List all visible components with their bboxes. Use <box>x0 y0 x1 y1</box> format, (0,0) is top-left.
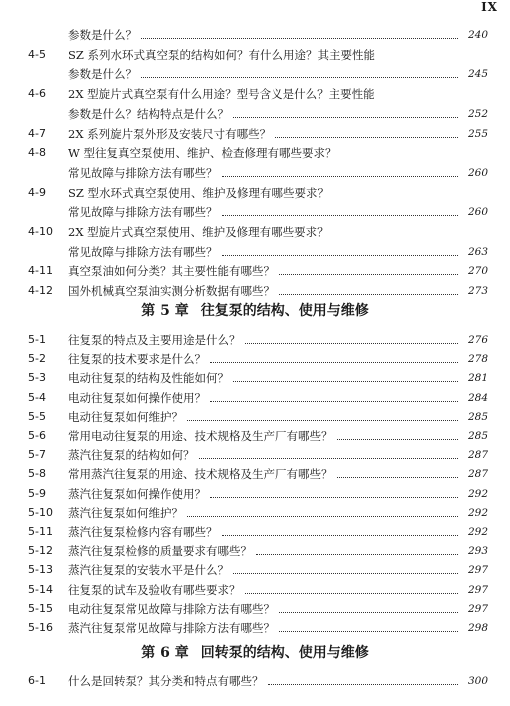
dot-leader <box>141 37 458 39</box>
dot-leader <box>233 572 458 574</box>
toc-entry-title: 常见故障与排除方法有哪些？ <box>68 244 218 259</box>
toc-entry-page: 292 <box>467 526 488 538</box>
dot-leader <box>187 419 458 421</box>
toc-entry-title: 蒸汽往复泵如何操作使用？ <box>68 486 206 501</box>
toc-entry-title: 2X 型旋片式真空泵使用、维护及修理有哪些要求？ <box>68 225 329 239</box>
toc-entry[interactable] <box>0 617 510 639</box>
toc-entry-title: 参数是什么？结构特点是什么？ <box>68 106 229 121</box>
toc-entry-number: 5-5 <box>28 409 46 423</box>
dot-leader <box>210 400 458 402</box>
toc-entry-title: 电动往复泵如何维护？ <box>68 409 183 424</box>
dot-leader <box>279 611 458 613</box>
chapter-6-heading <box>0 642 510 662</box>
toc-entry-number: 4-10 <box>28 225 53 238</box>
dot-leader <box>275 136 458 138</box>
dot-leader <box>245 592 459 594</box>
toc-entry-title: 蒸汽往复泵常见故障与排除方法有哪些？ <box>68 621 275 635</box>
toc-entry-page: 273 <box>467 285 488 298</box>
toc-entry-title: 蒸汽往复泵检修内容有哪些？ <box>68 525 218 539</box>
toc-entry-title: 蒸汽往复泵的结构如何？ <box>68 448 195 463</box>
toc-entry-title: 国外机械真空泵油实测分析数据有哪些？ <box>68 284 275 299</box>
toc-entry-page: 297 <box>467 602 488 615</box>
toc-entry-page: 298 <box>467 622 488 634</box>
toc-entry-title: 往复泵的特点及主要用途是什么？ <box>68 333 241 347</box>
toc-entry-page: 287 <box>467 449 488 462</box>
toc-entry[interactable] <box>0 182 510 204</box>
toc-entry-page: 278 <box>467 353 488 366</box>
toc-entry-title: 常用蒸汽往复泵的用途、技术规格及生产厂有哪些？ <box>68 467 333 482</box>
toc-entry-page: 252 <box>467 107 488 120</box>
toc-entry-number: 5-16 <box>28 621 53 634</box>
dot-leader <box>141 76 458 78</box>
toc-entry-page: 284 <box>467 391 488 404</box>
toc-entry-number: 5-4 <box>28 390 46 404</box>
toc-entry-number: 5-1 <box>28 333 46 346</box>
toc-entry-page: 255 <box>467 127 488 140</box>
toc-entry-title: 蒸汽往复泵如何维护？ <box>68 505 183 520</box>
toc-entry-page: 292 <box>467 487 488 500</box>
dot-leader <box>337 476 459 478</box>
toc-entry-title: 参数是什么？ <box>68 67 137 82</box>
toc-entry-number: 4-12 <box>28 284 53 298</box>
dot-leader <box>279 630 458 632</box>
toc-entry-number: 5-11 <box>28 525 53 538</box>
toc-entry-title: 蒸汽往复泵的安装水平是什么？ <box>68 563 229 578</box>
toc-entry-title: SZ 型水环式真空泵使用、维护及修理有哪些要求？ <box>68 185 330 200</box>
toc-entry[interactable] <box>0 162 510 184</box>
toc-entry[interactable] <box>0 142 510 164</box>
toc-entry-number: 5-10 <box>28 505 53 519</box>
toc-entry-title: 真空泵油如何分类？其主要性能有哪些？ <box>68 264 275 279</box>
dot-leader <box>222 254 459 256</box>
toc-entry[interactable] <box>0 280 510 302</box>
toc-entry[interactable] <box>0 241 510 263</box>
toc-entry[interactable] <box>0 24 510 46</box>
toc-entry-title: 电动往复泵如何操作使用？ <box>68 390 206 405</box>
dot-leader <box>222 175 459 177</box>
toc-entry-page: 260 <box>467 206 488 219</box>
dot-leader <box>233 116 458 118</box>
toc-entry[interactable] <box>0 260 510 282</box>
chapter-5-number: 第 5 章 <box>141 303 189 319</box>
toc-entry[interactable] <box>0 83 510 105</box>
toc-entry-page: 270 <box>467 265 488 278</box>
toc-entry-page: 260 <box>467 166 488 179</box>
toc-entry-title: 蒸汽往复泵检修的质量要求有哪些？ <box>68 544 252 559</box>
dot-leader <box>245 342 459 344</box>
dot-leader <box>222 534 459 536</box>
toc-entry-title: 电动往复泵常见故障与排除方法有哪些？ <box>68 601 275 616</box>
toc-entry-page: 285 <box>467 430 488 442</box>
toc-entry-page: 300 <box>467 675 488 687</box>
toc-entry-title: 常用电动往复泵的用途、技术规格及生产厂有哪些？ <box>68 429 333 443</box>
toc-entry-number: 5-15 <box>28 601 53 615</box>
dot-leader <box>279 273 458 275</box>
toc-entry-number: 5-6 <box>28 429 46 442</box>
toc-entry-number: 4-7 <box>28 126 46 140</box>
toc-entry-page: 293 <box>467 545 488 558</box>
dot-leader <box>279 293 458 295</box>
dot-leader <box>222 214 459 216</box>
chapter-6-number: 第 6 章 <box>141 645 189 661</box>
dot-leader <box>187 515 458 517</box>
toc-entry-title: 2X 型旋片式真空泵有什么用途？型号含义是什么？主要性能 <box>68 87 375 102</box>
toc-entry-number: 4-8 <box>28 146 46 160</box>
toc-entry-page: 287 <box>467 468 488 481</box>
toc-entry-page: 240 <box>467 29 488 41</box>
dot-leader <box>256 553 458 555</box>
dot-leader <box>199 457 459 459</box>
toc-entry-page: 292 <box>467 506 488 519</box>
toc-entry-number: 4-6 <box>28 87 46 101</box>
toc-entry-number: 6-1 <box>28 674 46 687</box>
toc-entry-number: 5-8 <box>28 467 46 481</box>
toc-entry[interactable] <box>0 63 510 85</box>
toc-entry-title: 什么是回转泵？其分类和特点有哪些？ <box>68 674 264 688</box>
toc-entry-page: 245 <box>467 68 488 81</box>
toc-entry-number: 5-13 <box>28 563 53 577</box>
toc-entry-page: 297 <box>467 583 488 596</box>
toc-entry[interactable] <box>0 103 510 125</box>
toc-entry-number: 5-9 <box>28 486 46 500</box>
toc-entry-number: 5-14 <box>28 582 53 596</box>
toc-entry[interactable] <box>0 44 510 66</box>
toc-entry-number: 5-12 <box>28 544 53 558</box>
chapter-5-heading <box>0 300 510 320</box>
toc-entry[interactable] <box>0 670 510 692</box>
toc-entry-number: 4-11 <box>28 264 53 278</box>
toc-entry[interactable] <box>0 221 510 243</box>
toc-entry[interactable] <box>0 201 510 223</box>
chapter-5-title: 往复泵的结构、使用与维修 <box>200 303 369 319</box>
toc-entry-title: 往复泵的试车及验收有哪些要求？ <box>68 582 241 597</box>
toc-entry-number: 5-7 <box>28 448 46 462</box>
page-number: IX <box>481 0 498 14</box>
toc-entry-title: 往复泵的技术要求是什么？ <box>68 352 206 367</box>
dot-leader <box>210 496 458 498</box>
toc-entry-title: 参数是什么？ <box>68 28 137 42</box>
toc-entry-title: 常见故障与排除方法有哪些？ <box>68 165 218 180</box>
toc-entry-page: 297 <box>467 564 488 577</box>
dot-leader <box>337 438 459 440</box>
dot-leader <box>210 361 458 363</box>
toc-entry-page: 281 <box>467 372 488 385</box>
toc-entry-page: 276 <box>467 334 488 346</box>
toc-entry-page: 263 <box>467 245 488 258</box>
toc-entry-page: 285 <box>467 410 488 423</box>
chapter-6-title: 回转泵的结构、使用与维修 <box>200 645 369 661</box>
toc-entry-number: 4-5 <box>28 47 46 61</box>
toc-entry-title: 电动往复泵的结构及性能如何？ <box>68 371 229 386</box>
dot-leader <box>268 683 459 685</box>
toc-entry-title: SZ 系列水环式真空泵的结构如何？有什么用途？其主要性能 <box>68 47 376 62</box>
toc-entry-number: 4-9 <box>28 185 46 199</box>
toc-entry-title: 常见故障与排除方法有哪些？ <box>68 205 218 220</box>
toc-entry-title: 2X 系列旋片泵外形及安装尺寸有哪些？ <box>68 126 272 141</box>
toc-entry-number: 5-2 <box>28 352 46 366</box>
toc-entry-number: 5-3 <box>28 371 46 385</box>
toc-entry[interactable] <box>0 123 510 145</box>
dot-leader <box>233 380 458 382</box>
toc-entry-title: W 型往复真空泵使用、维护、检查修理有哪些要求？ <box>68 146 337 161</box>
